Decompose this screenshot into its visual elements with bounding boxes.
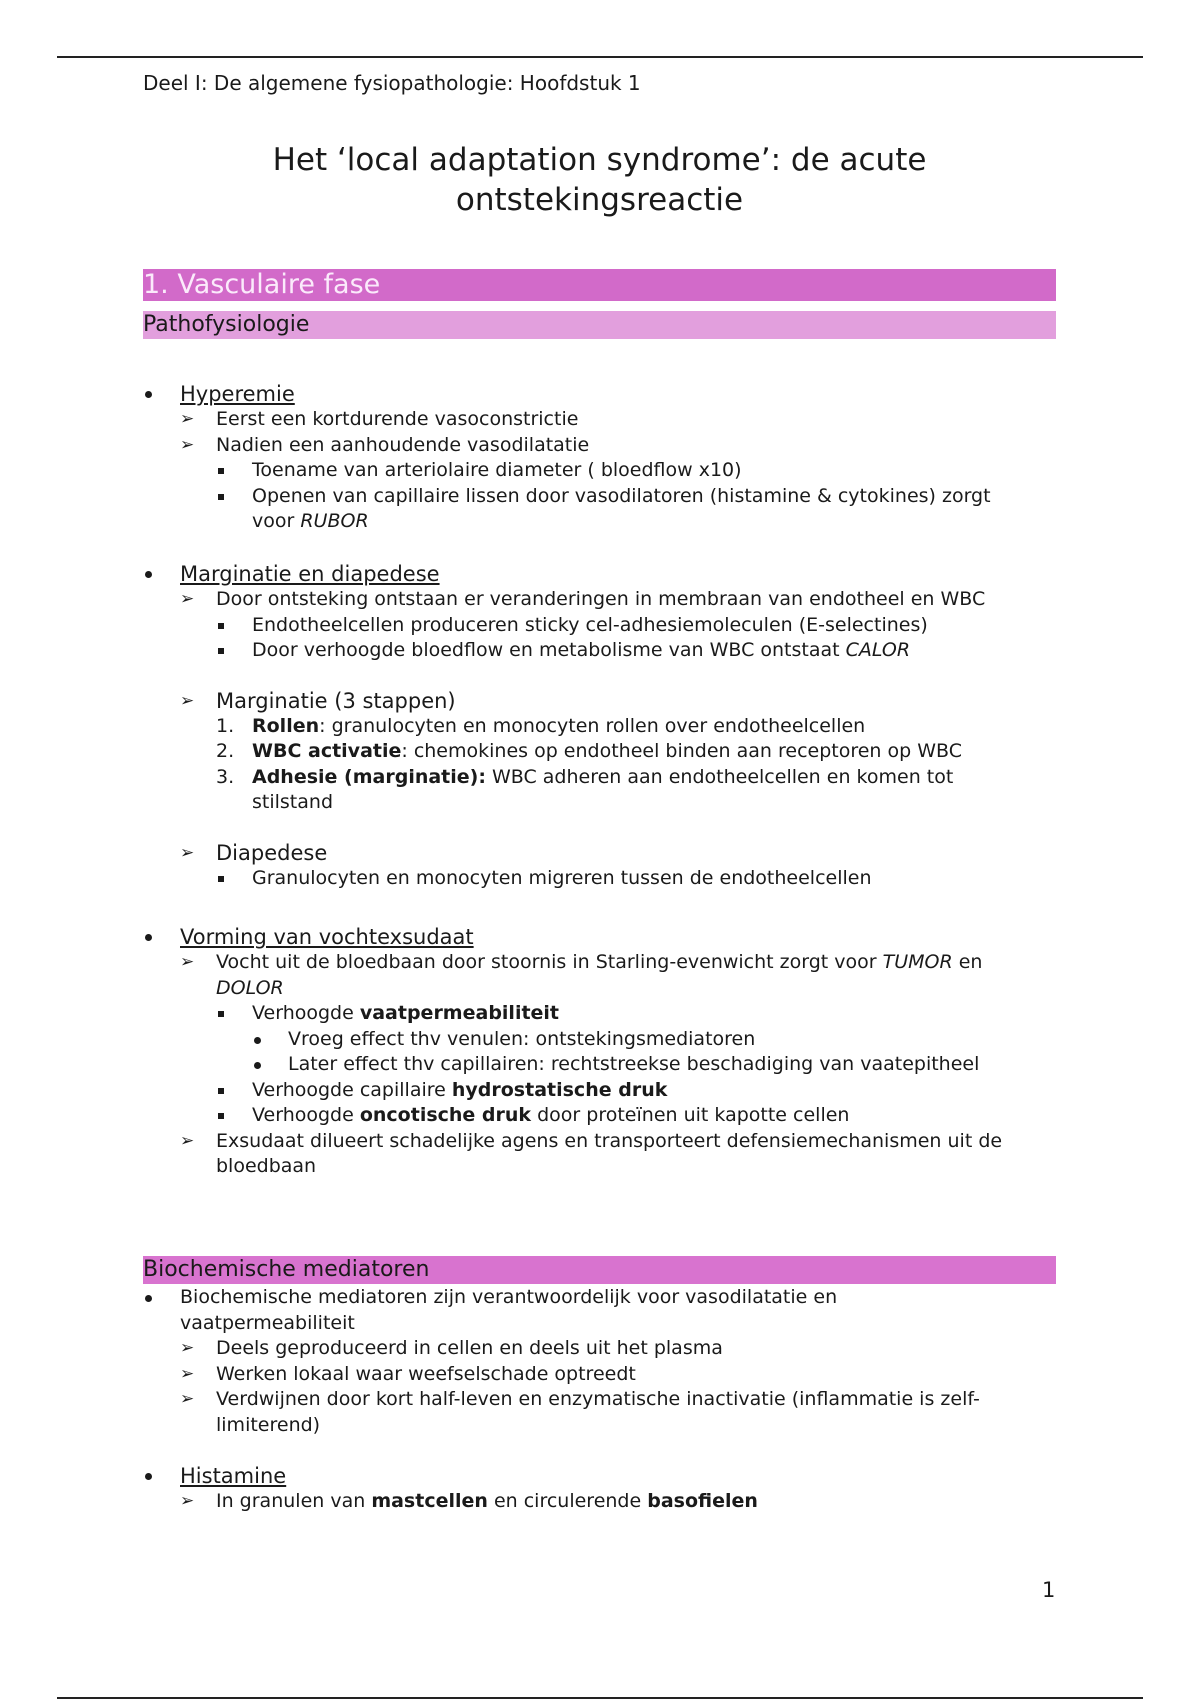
list-item-text: Eerst een kortdurende vasoconstrictie (216, 408, 579, 430)
arrow-bullet-icon: ➢ (180, 434, 195, 455)
list-item (143, 688, 1056, 714)
hyperemie-title: Hyperemie (180, 382, 295, 406)
list-item (143, 1362, 1056, 1388)
hydrostatische-druk-term: hydrostatische druk (451, 1078, 668, 1101)
vochtexsudaat-section (143, 924, 1056, 1180)
numbered-item (143, 739, 1056, 765)
list-item (143, 866, 1056, 892)
list-item (143, 484, 1056, 510)
histamine-section (143, 1463, 1056, 1515)
step-term: Adhesie (marginatie): (252, 765, 486, 788)
list-item-continuation (143, 1311, 1056, 1337)
page-title (143, 140, 1056, 220)
bottom-rule (57, 1697, 1143, 1699)
list-item (143, 458, 1056, 484)
arrow-bullet-icon: ➢ (180, 842, 195, 863)
marginatie-title: Marginatie en diapedese (180, 562, 440, 586)
oncotische-druk-term: oncotische druk (359, 1104, 532, 1126)
list-item-text: Exsudaat dilueert schadelijke agens en transporteert defensiemechanismen uit de (216, 1129, 1003, 1152)
numbered-item (143, 714, 1056, 740)
list-item-continuation (143, 1413, 1056, 1439)
section-heading-vasculaire-fase: 1. Vasculaire fase (143, 269, 1056, 301)
list-item (143, 613, 1056, 639)
list-item (143, 1336, 1056, 1362)
list-item-text: bloedbaan (216, 1155, 317, 1177)
list-item-text: Verhoogde (252, 1104, 360, 1126)
step-term: WBC activatie (252, 740, 402, 762)
list-item-continuation (143, 1154, 1056, 1180)
page-number: 1 (1042, 1578, 1056, 1602)
list-item-text: voor (252, 510, 301, 532)
calor-term: CALOR (845, 639, 911, 661)
top-rule (57, 56, 1143, 58)
arrow-bullet-icon: ➢ (180, 952, 195, 972)
list-item-text: Toename van arteriolaire diameter ( bloedflow x10) (252, 459, 742, 481)
mediatoren-section (143, 1285, 1056, 1438)
tumor-term: TUMOR (882, 951, 953, 973)
arrow-bullet-icon: ➢ (180, 1491, 195, 1511)
arrow-bullet-icon: ➢ (180, 1363, 195, 1384)
basofielen-term: basofielen (647, 1490, 758, 1512)
list-item-text: Vocht uit de bloedbaan door stoornis in Starling-evenwicht zorgt voor (216, 951, 883, 973)
list-item-text: door proteïnen uit kapotte cellen (531, 1104, 850, 1126)
list-item (143, 1285, 1056, 1311)
step-number: 3. (216, 765, 235, 788)
list-item-continuation (143, 976, 1056, 1002)
list-item (143, 1489, 1056, 1515)
arrow-bullet-icon: ➢ (180, 1389, 195, 1409)
histamine-title: Histamine (180, 1464, 287, 1488)
list-item (143, 1463, 1056, 1489)
list-item-text: Door ontsteking ontstaan er veranderingen in membraan van endotheel en WBC (216, 588, 986, 610)
marginatie-steps-title: Marginatie (3 stappen) (216, 688, 456, 713)
list-item (143, 1129, 1056, 1155)
subheading-biochemische-mediatoren: Biochemische mediatoren (143, 1256, 1056, 1284)
arrow-bullet-icon: ➢ (180, 690, 195, 711)
list-item-text: Verhoogde (252, 1002, 360, 1024)
arrow-bullet-icon: ➢ (180, 409, 195, 429)
list-item-text: Granulocyten en monocyten migreren tussen de endotheelcellen (252, 866, 872, 889)
list-item-text: In granulen van (216, 1490, 372, 1512)
rubor-term: RUBOR (300, 510, 369, 532)
list-item-text: Later effect thv capillairen: rechtstreekse beschadiging van vaatepitheel (288, 1053, 980, 1075)
list-item-text: vaatpermeabiliteit (180, 1311, 355, 1334)
diapedese-title: Diapedese (216, 840, 328, 865)
numbered-item (143, 765, 1056, 791)
list-item (143, 381, 1056, 407)
mastcellen-term: mastcellen (371, 1490, 488, 1512)
title-line-2: ontstekingsreactie (455, 182, 744, 218)
list-item (143, 638, 1056, 664)
hyperemie-section (143, 381, 1056, 535)
arrow-bullet-icon: ➢ (180, 589, 195, 609)
step-number: 1. (216, 714, 235, 737)
list-item-text: Openen van capillaire lissen door vasodilatoren (histamine & cytokines) zorgt (252, 484, 991, 507)
list-item (143, 950, 1056, 976)
list-item (143, 1027, 1056, 1053)
step-term: Rollen (252, 714, 320, 737)
list-item (143, 587, 1056, 613)
list-item (143, 1103, 1056, 1129)
title-line-1: Het ‘local adaptation syndrome’: de acute (272, 142, 927, 178)
arrow-bullet-icon: ➢ (180, 1130, 195, 1151)
list-item (143, 924, 1056, 950)
arrow-bullet-icon: ➢ (180, 1338, 195, 1358)
vaatpermeabiliteit-term: vaatpermeabiliteit (359, 1002, 560, 1024)
list-item (143, 1001, 1056, 1027)
step-text: : granulocyten en monocyten rollen over endotheelcellen (319, 714, 866, 737)
subheading-pathofysiologie: Pathofysiologie (143, 311, 1056, 339)
step-text: : chemokines op endotheel binden aan receptoren op WBC (401, 740, 962, 762)
list-item (143, 1387, 1056, 1413)
list-item-text: Biochemische mediatoren zijn verantwoordelijk voor vasodilatatie en (180, 1286, 838, 1308)
list-item-text: Verdwijnen door kort half-leven en enzymatische inactivatie (inflammatie is zelf- (216, 1388, 980, 1410)
running-header: Deel I: De algemene fysiopathologie: Hoofdstuk 1 (143, 71, 641, 95)
list-item-continuation (143, 509, 1056, 535)
numbered-item-continuation (143, 790, 1056, 816)
list-item (143, 840, 1056, 866)
list-item (143, 433, 1056, 459)
step-text: WBC adheren aan endotheelcellen en komen tot (485, 765, 954, 788)
list-item (143, 561, 1056, 587)
list-item-text: Verhoogde capillaire (252, 1078, 452, 1101)
list-item-text: Vroeg effect thv venulen: ontstekingsmediatoren (288, 1027, 756, 1050)
list-item-text: en circulerende (487, 1490, 648, 1512)
list-item-text: Deels geproduceerd in cellen en deels uit het plasma (216, 1337, 723, 1359)
vochtexsudaat-title: Vorming van vochtexsudaat (180, 925, 474, 949)
list-item (143, 1078, 1056, 1104)
step-number: 2. (216, 740, 235, 762)
list-item (143, 1052, 1056, 1078)
marginatie-section (143, 561, 1056, 891)
list-item-text: Door verhoogde bloedflow en metabolisme van WBC ontstaat (252, 639, 846, 661)
list-item-text: Werken lokaal waar weefselschade optreedt (216, 1362, 636, 1385)
dolor-term: DOLOR (216, 976, 284, 999)
list-item-text: limiterend) (216, 1413, 321, 1436)
list-item (143, 407, 1056, 433)
list-item-text: Endotheelcellen produceren sticky cel-adhesiemoleculen (E-selectines) (252, 613, 928, 636)
list-item-text: Nadien een aanhoudende vasodilatatie (216, 433, 590, 456)
step-text: stilstand (252, 791, 334, 813)
list-item-text: en (952, 951, 983, 973)
